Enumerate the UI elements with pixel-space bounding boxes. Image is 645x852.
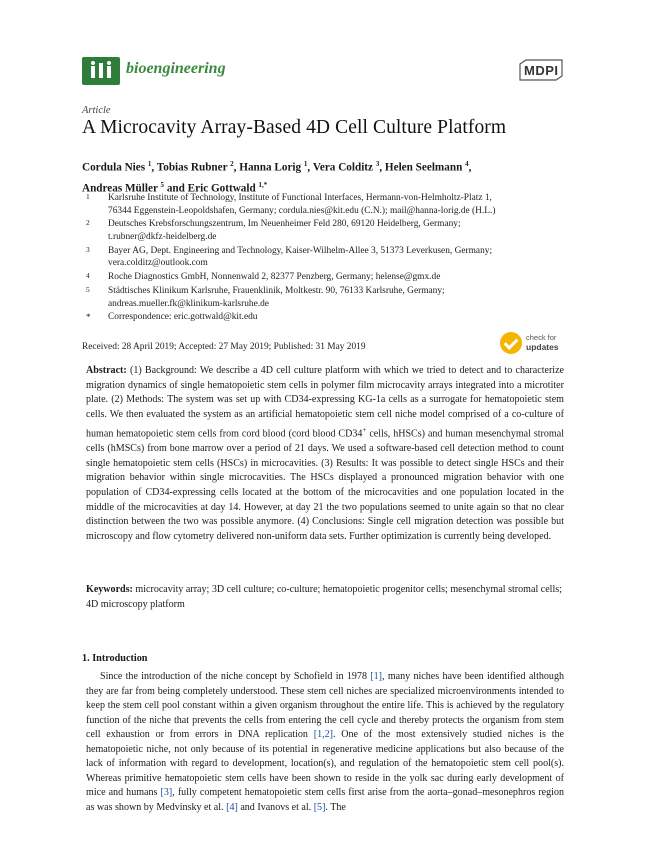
citation-link[interactable]: [1,2]	[313, 729, 333, 740]
affiliation-line: Deutsches Krebsforschungszentrum, Im Neuenheimer Feld 280, 69120 Heidelberg, Germany;	[108, 219, 461, 230]
journal-name: bioengineering	[126, 60, 226, 77]
affiliation-line: t.rubner@dkfz-heidelberg.de	[108, 231, 217, 242]
affiliation-number: 5	[86, 284, 90, 294]
abstract-label: Abstract:	[86, 365, 127, 376]
affiliation-line: Karlsruhe Institute of Technology, Institute of Functional Interfaces, Hermann-von-Helmholtz-Platz 1,	[108, 193, 492, 203]
affiliation-line: Bayer AG, Dept. Engineering and Technology, Kaiser-Wilhelm-Allee 3, 51373 Leverkusen, Germany;	[108, 245, 493, 256]
author-line-2: Andreas Müller $^5$ and Eric Gottwald $^{1,*}$	[82, 180, 268, 195]
affiliation-item	[86, 285, 586, 310]
publication-dates: Received: 28 April 2019; Accepted: 27 May 2019; Published: 31 May 2019	[82, 342, 366, 352]
publisher-logo	[518, 58, 564, 82]
affiliation-line: 76344 Eggenstein-Leopoldshafen, Germany; cordula.nies@kit.edu (C.N.); mail@hanna-lorig.de (H.L.)	[108, 205, 496, 216]
author-name: Vera Colditz	[312, 161, 374, 174]
author-name: Tobias Rubner	[156, 161, 228, 174]
intro-text: , fully competent hematopoietic stem cells first arise from the aorta–gonad–mesonephros region as was shown by Medvinsky et al.	[86, 787, 564, 813]
intro-text: . The	[325, 801, 346, 813]
author-affiliation-number: 4	[465, 160, 469, 168]
badge-line-2: updates	[526, 342, 559, 352]
affiliation-number: *	[86, 312, 91, 323]
affiliation-line: andreas.mueller.fk@klinikum-karlsruhe.de	[108, 298, 269, 309]
author-affiliation-number: 1,*	[258, 180, 268, 189]
introduction-paragraph	[86, 670, 564, 815]
affiliation-number: 2	[86, 218, 90, 228]
affiliations	[86, 192, 586, 325]
author-name: Hanna Lorig	[239, 161, 302, 174]
affiliation-item	[86, 311, 586, 324]
citation-link[interactable]: [4]	[226, 801, 238, 813]
author-name: Helen Seelmann	[384, 161, 463, 174]
affiliation-line: vera.colditz@outlook.com	[108, 258, 208, 269]
author-name: Cordula Nies	[82, 161, 146, 174]
abstract-text-b: cells, hHSCs) and human mesenchymal stromal cells (hMSCs) from bone marrow over a period of 21 days. We used a software-based cell detection method to count single hematopoietic stem cells (HSCs) in microcavities. (3) Results: It was possible to detect single HSCs and their migration behavior within single microcavities. The HSCs displayed a pronounced migration behavior with one population of CD34-expressing cells located at the bottom of the microcavities and one population located in the middle of the microcavities at day 14. However, at day 21 the two populations seemed to unite again so that no clear distinction between the two was possible anymore. (4) Conclusions: Single cell migration detection was possible but microscopy and flow cytometry delivered non-uniform data sets. Further optimization is currently being developed.	[86, 428, 564, 543]
keywords-label: Keywords:	[86, 584, 133, 595]
author-affiliation-number: 2	[230, 160, 234, 168]
keywords-text: microcavity array; 3D cell culture; co-culture; hematopoietic progenitor cells; mesenchymal stromal cells; 4D microscopy platform	[86, 584, 562, 610]
affiliation-item	[86, 192, 586, 217]
author-line-1: Cordula Nies $^1$, Tobias Rubner $^2$, Hanna Lorig $^1$, Vera Colditz $^3$, Helen Seelmann $^4$,	[82, 160, 472, 174]
intro-text: and Ivanovs et al.	[237, 801, 314, 813]
abstract-superscript: +	[362, 425, 367, 434]
affiliation-line: Roche Diagnostics GmbH, Nonnenwald 2, 82377 Penzberg, Germany; helense@gmx.de	[108, 272, 441, 283]
citation-link[interactable]: [5]	[313, 801, 326, 813]
citation-link[interactable]: [1]	[370, 671, 382, 682]
article-title: A Microcavity Array-Based 4D Cell Culture Platform	[82, 117, 507, 138]
journal-logo-icon	[82, 57, 120, 85]
affiliation-number: 3	[86, 244, 90, 254]
affiliation-line: Städtisches Klinikum Karlsruhe, Frauenklinik, Moltkestr. 90, 76133 Karlsruhe, Germany;	[108, 285, 445, 296]
affiliation-number: 1	[86, 192, 90, 201]
author-affiliation-number: 3	[375, 160, 380, 168]
intro-text: . One of the most extensively studied niches is the hematopoietic niche, not only because of its potential in regenerative medicine applications but also because of the lack of information with regard to development, location(s), and regulation of the hematopoietic stem cell pool(s). Whereas primitive hematopoietic stem cells have been shown to reside in the yolk sac during early development of mice and humans	[86, 729, 564, 798]
abstract	[86, 364, 564, 545]
checkmark-icon	[500, 332, 522, 354]
affiliation-item	[86, 245, 586, 270]
affiliation-number: 4	[86, 271, 90, 281]
author-affiliation-number: 1	[147, 160, 152, 168]
author-affiliation-number: 1	[303, 160, 308, 168]
keywords	[86, 583, 564, 612]
affiliation-item	[86, 218, 586, 243]
author-affiliation-number: 5	[160, 180, 165, 189]
abstract-text-a: (1) Background: We describe a 4D cell culture platform with which we tried to detect and to characterize migration dynamics of single hematopoietic stem cells in polymer film microcavity arrays integrated into a microtiter plate. (2) Methods: The system was set up with CD34-expressing KG-1a cells as a surrogate for hematopoietic stem cells. We then evaluated the system as an artificial hematopoietic stem cell niche model comprised of a co-culture of human hematopoietic stem cells from cord blood (cord blood CD34	[86, 365, 564, 440]
affiliation-item	[86, 271, 586, 284]
publisher-name: MDPI	[524, 63, 559, 78]
badge-line-1: check for	[526, 333, 557, 342]
affiliation-line: Correspondence: eric.gottwald@kit.edu	[108, 312, 258, 323]
article-type: Article	[82, 105, 111, 116]
author-name: Eric Gottwald	[187, 182, 256, 195]
section-heading: 1. Introduction	[82, 653, 148, 664]
intro-text: Since the introduction of the niche concept by Schofield in 1978	[100, 671, 371, 682]
check-for-updates-badge[interactable]	[500, 330, 570, 356]
author-name: Andreas Müller	[82, 182, 158, 195]
citation-link[interactable]: [3]	[160, 787, 173, 798]
intro-text: , many niches have been identified although they are far from being completely understood. These stem cell niches are specialized microenvironments intended to keep the stem cell pool constant within a given organism throughout the entire life. This is achieved by the regulatory function of the niche that prevents the cells from entering the cell cycle and thereby protects the organism from stem cell exhaustion or from errors in DNA replication	[86, 671, 564, 740]
